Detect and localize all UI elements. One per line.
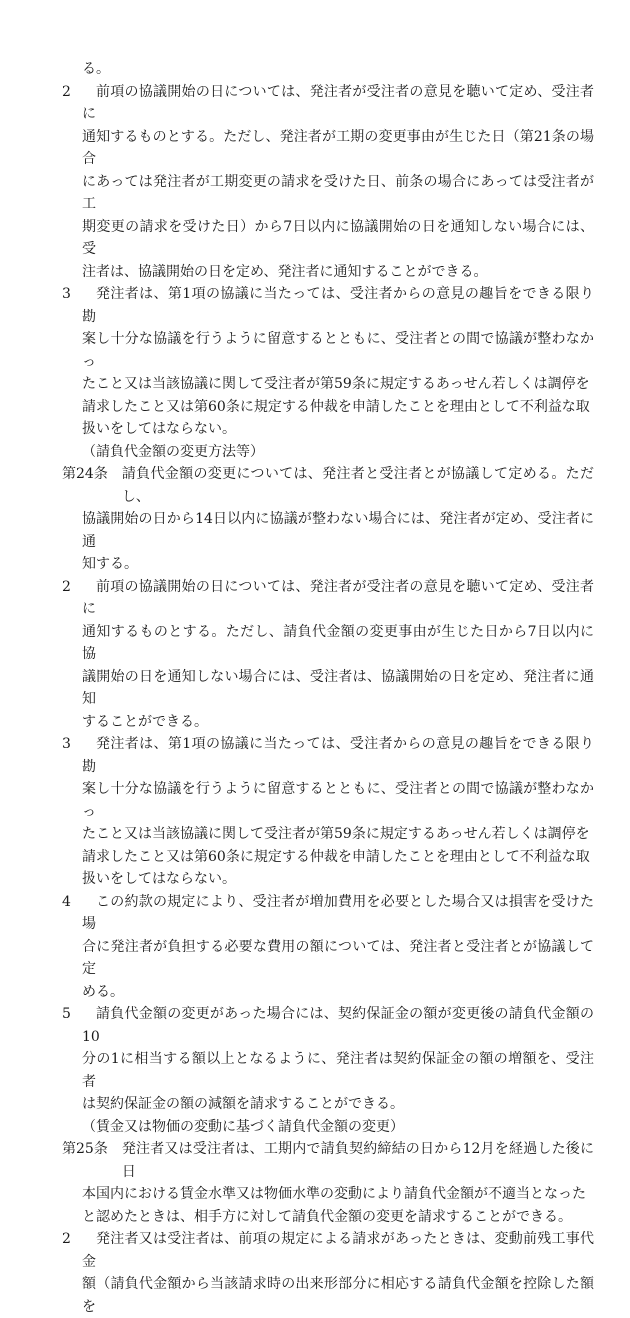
paragraph-text [82, 1003, 594, 1048]
paragraph-number: 2 [62, 83, 71, 100]
text-line: 案し十分な協議を行うように留意するとともに、受注者との間で協議が整わなかっ [82, 331, 594, 370]
text-line: たこと又は当該協議に関して受注者が第59条に規定するあっせん若しくは調停を [82, 826, 590, 842]
paragraph-text [82, 1228, 594, 1273]
article-continuation [62, 1183, 594, 1228]
paragraph-number: 4 [62, 893, 71, 910]
paragraph-continuation [62, 126, 594, 284]
continuation-line [62, 58, 594, 81]
article-continuation [62, 508, 594, 576]
text-line: 協議開始の日から14日以内に協議が整わない場合には、発注者が定め、受注者に通 [82, 511, 594, 550]
text-line: 発注者又は受注者は、工期内で請負契約締結の日から12月を経過した後に日 [121, 1141, 594, 1180]
paragraph-number: 2 [62, 578, 71, 595]
paragraph-text [82, 283, 594, 328]
paragraph-continuation [62, 1273, 594, 1318]
paragraph-text [82, 576, 594, 621]
text-line: 注者は、協議開始の日を定め、発注者に通知することができる。 [82, 263, 488, 280]
text-line: 知する。 [82, 556, 138, 572]
text-line: 請求したこと又は第60条に規定する仲裁を申請したことを理由として不利益な取 [82, 848, 590, 865]
article-number: 第24条 [62, 466, 108, 482]
text-line: たこと又は当該協議に関して受注者が第59条に規定するあっせん若しくは調停を [82, 376, 590, 392]
article-text [122, 1138, 594, 1183]
text-line: 案し十分な協議を行うように留意するとともに、受注者との間で協議が整わなかっ [82, 781, 594, 820]
paragraph-number: 2 [62, 1231, 71, 1247]
paragraph-continuation [62, 1048, 594, 1116]
text-line: 期変更の請求を受けた日）から7日以内に協議開始の日を通知しない場合には、受 [82, 218, 594, 257]
text-line: 本国内における賃金水準又は物価水準の変動により請負代金額が不適当となった [82, 1186, 586, 1202]
text-line: める。 [82, 983, 124, 1000]
text-line: 発注者は、第1項の協議に当たっては、受注者からの意見の趣旨をできる限り勘 [82, 286, 594, 325]
text-line: 発注者は、第1項の協議に当たっては、受注者からの意見の趣旨をできる限り勘 [82, 736, 594, 775]
text-line: 請負代金額の変更があった場合には、契約保証金の額が変更後の請負代金額の10 [82, 1006, 594, 1045]
text-line: 議開始の日を通知しない場合には、受注者は、協議開始の日を定め、発注者に通知 [82, 668, 594, 707]
article-25-heading: （賃金又は物価の変動に基づく請負代金額の変更） [82, 1118, 404, 1135]
paragraph-text [82, 891, 594, 936]
paragraph-continuation [62, 778, 594, 891]
article-24-paragraph-2 [62, 576, 594, 621]
article-24-paragraph-4 [62, 891, 594, 936]
text-line: は契約保証金の額の減額を請求することができる。 [82, 1096, 404, 1112]
text-line: 通知するものとする。ただし、発注者が工期の変更事由が生じた日（第21条の場合 [82, 128, 594, 167]
text-line: にあっては発注者が工期変更の請求を受けた日、前条の場合にあっては受注者が工 [82, 173, 594, 212]
text-line: 扱いをしてはならない。 [82, 421, 236, 437]
paragraph-continuation [62, 621, 594, 734]
article-24-heading: （請負代金額の変更方法等） [82, 443, 264, 460]
text-line: 分の1に相当する額以上となるように、発注者は契約保証金の額の増額を、受注者 [82, 1051, 594, 1090]
text-line: 請求したこと又は第60条に規定する仲裁を申請したことを理由として不利益な取 [82, 398, 590, 415]
article-text [122, 463, 594, 508]
article-25 [62, 1138, 594, 1183]
paragraph-number: 5 [62, 1006, 71, 1022]
text-line: することができる。 [82, 713, 208, 730]
text-line: る。 [82, 61, 110, 77]
paragraph-continuation [62, 328, 594, 441]
article-24-paragraph-5 [62, 1003, 594, 1048]
article-23-paragraph-2 [62, 81, 594, 126]
text-line: と認めたときは、相手方に対して請負代金額の変更を請求することができる。 [82, 1208, 572, 1225]
paragraph-continuation [62, 936, 594, 1004]
text-line: 合に発注者が負担する必要な費用の額については、発注者と受注者とが協議して定 [82, 938, 594, 977]
article-23-paragraph-3 [62, 283, 594, 328]
paragraph-number: 3 [62, 736, 71, 752]
text-line: 請負代金額の変更については、発注者と受注者とが協議して定める。ただし、 [121, 466, 594, 505]
text-line: この約款の規定により、受注者が増加費用を必要とした場合又は損害を受けた場 [82, 893, 594, 932]
paragraph-text [82, 733, 594, 778]
text-line: 発注者又は受注者は、前項の規定による請求があったときは、変動前残工事代金 [82, 1231, 594, 1270]
text-line: 額（請負代金額から当該請求時の出来形部分に相応する請負代金額を控除した額を [82, 1276, 594, 1315]
text-line: 前項の協議開始の日については、発注者が受注者の意見を聴いて定め、受注者に [82, 83, 594, 122]
paragraph-number: 3 [62, 286, 71, 302]
text-line: 通知するものとする。ただし、請負代金額の変更事由が生じた日から7日以内に協 [82, 623, 594, 662]
text-line: 扱いをしてはならない。 [82, 871, 236, 887]
paragraph-text [82, 81, 594, 126]
article-24 [62, 463, 594, 508]
article-24-paragraph-3 [62, 733, 594, 778]
article-number: 第25条 [62, 1141, 108, 1157]
text-line: 前項の協議開始の日については、発注者が受注者の意見を聴いて定め、受注者に [82, 578, 594, 617]
article-25-paragraph-2 [62, 1228, 594, 1273]
